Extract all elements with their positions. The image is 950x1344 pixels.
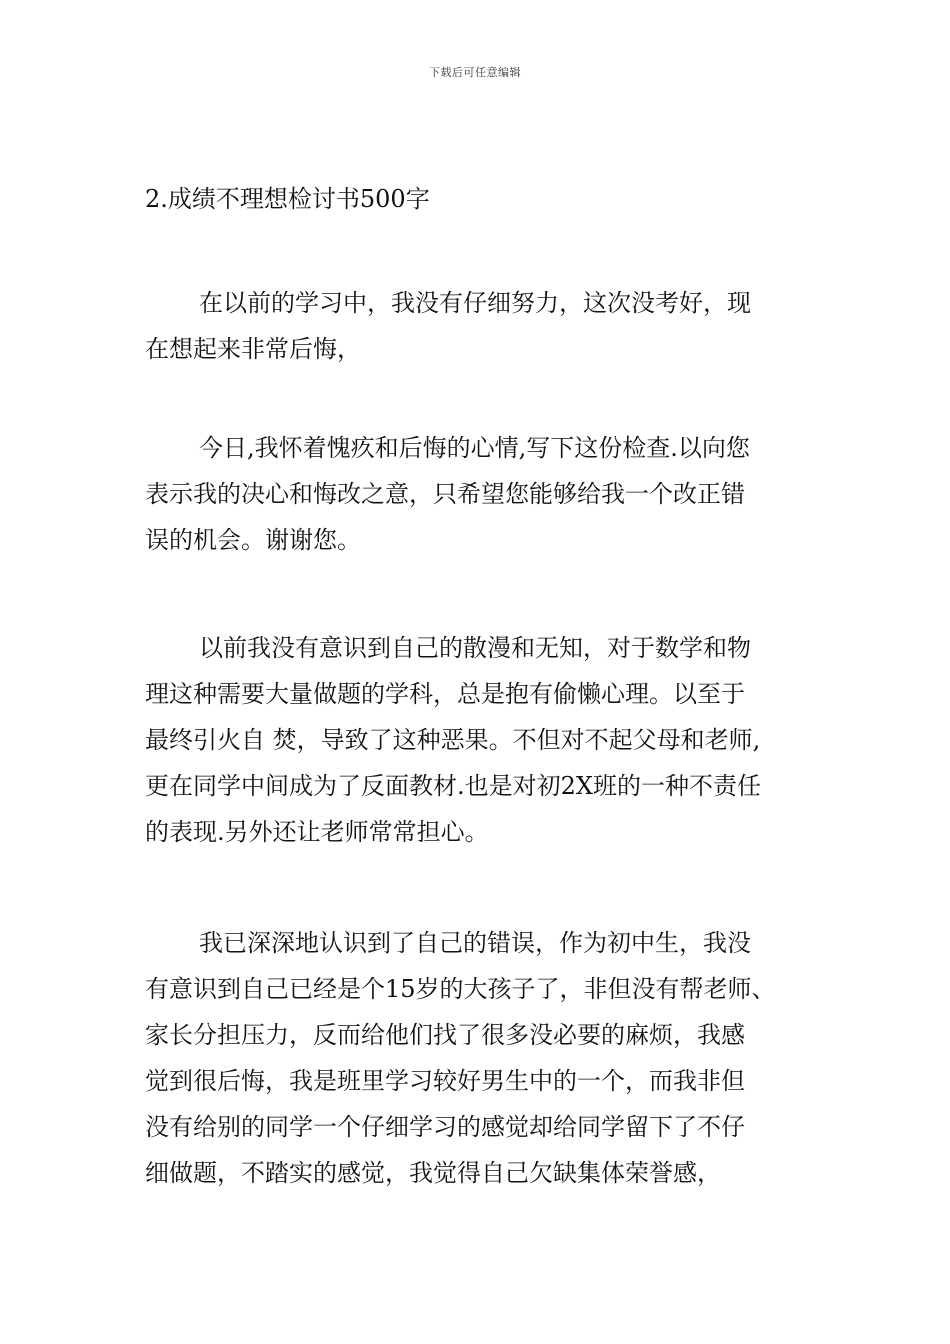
paragraph-line: 有意识到自己已经是个15岁的大孩子了，非但没有帮老师、 [145, 975, 776, 1003]
paragraph-2 [145, 425, 815, 563]
paragraph-line: 最终引火自 焚，导致了这种恶果。不但对不起父母和老师, [145, 726, 761, 754]
paragraph-line: 的表现.另外还让老师常常担心。 [145, 818, 489, 846]
paragraph-line: 在以前的学习中，我没有仔细努力，这次没考好，现 [199, 289, 751, 317]
paragraph-line: 表示我的决心和悔改之意，只希望您能够给我一个改正错 [145, 480, 745, 508]
paragraph-1 [145, 280, 815, 372]
page-header: 下载后可任意编辑 [429, 66, 521, 79]
paragraph-3 [145, 625, 815, 855]
paragraph-line: 觉到很后悔，我是班里学习较好男生中的一个，而我非但 [145, 1067, 745, 1095]
paragraph-line: 没有给别的同学一个仔细学习的感觉却给同学留下了不仔 [145, 1113, 745, 1141]
paragraph-line: 家长分担压力，反而给他们找了很多没必要的麻烦，我感 [145, 1021, 745, 1049]
paragraph-line: 我已深深地认识到了自己的错误，作为初中生，我没 [199, 929, 751, 957]
paragraph-line: 细做题，不踏实的感觉，我觉得自己欠缺集体荣誉感， [145, 1159, 721, 1187]
paragraph-line: 在想起来非常后悔， [145, 335, 361, 363]
paragraph-line: 以前我没有意识到自己的散漫和无知，对于数学和物 [199, 634, 751, 662]
paragraph-line: 理这种需要大量做题的学科，总是抱有偷懒心理。以至于 [145, 680, 745, 708]
paragraph-line: 更在同学中间成为了反面教材.也是对初2X班的一种不责任 [145, 772, 761, 800]
document-title: 2.成绩不理想检讨书500字 [145, 185, 430, 213]
paragraph-4 [145, 920, 815, 1196]
paragraph-line: 今日,我怀着愧疚和后悔的心情,写下这份检查.以向您 [199, 434, 750, 462]
paragraph-line: 误的机会。谢谢您。 [145, 526, 361, 554]
